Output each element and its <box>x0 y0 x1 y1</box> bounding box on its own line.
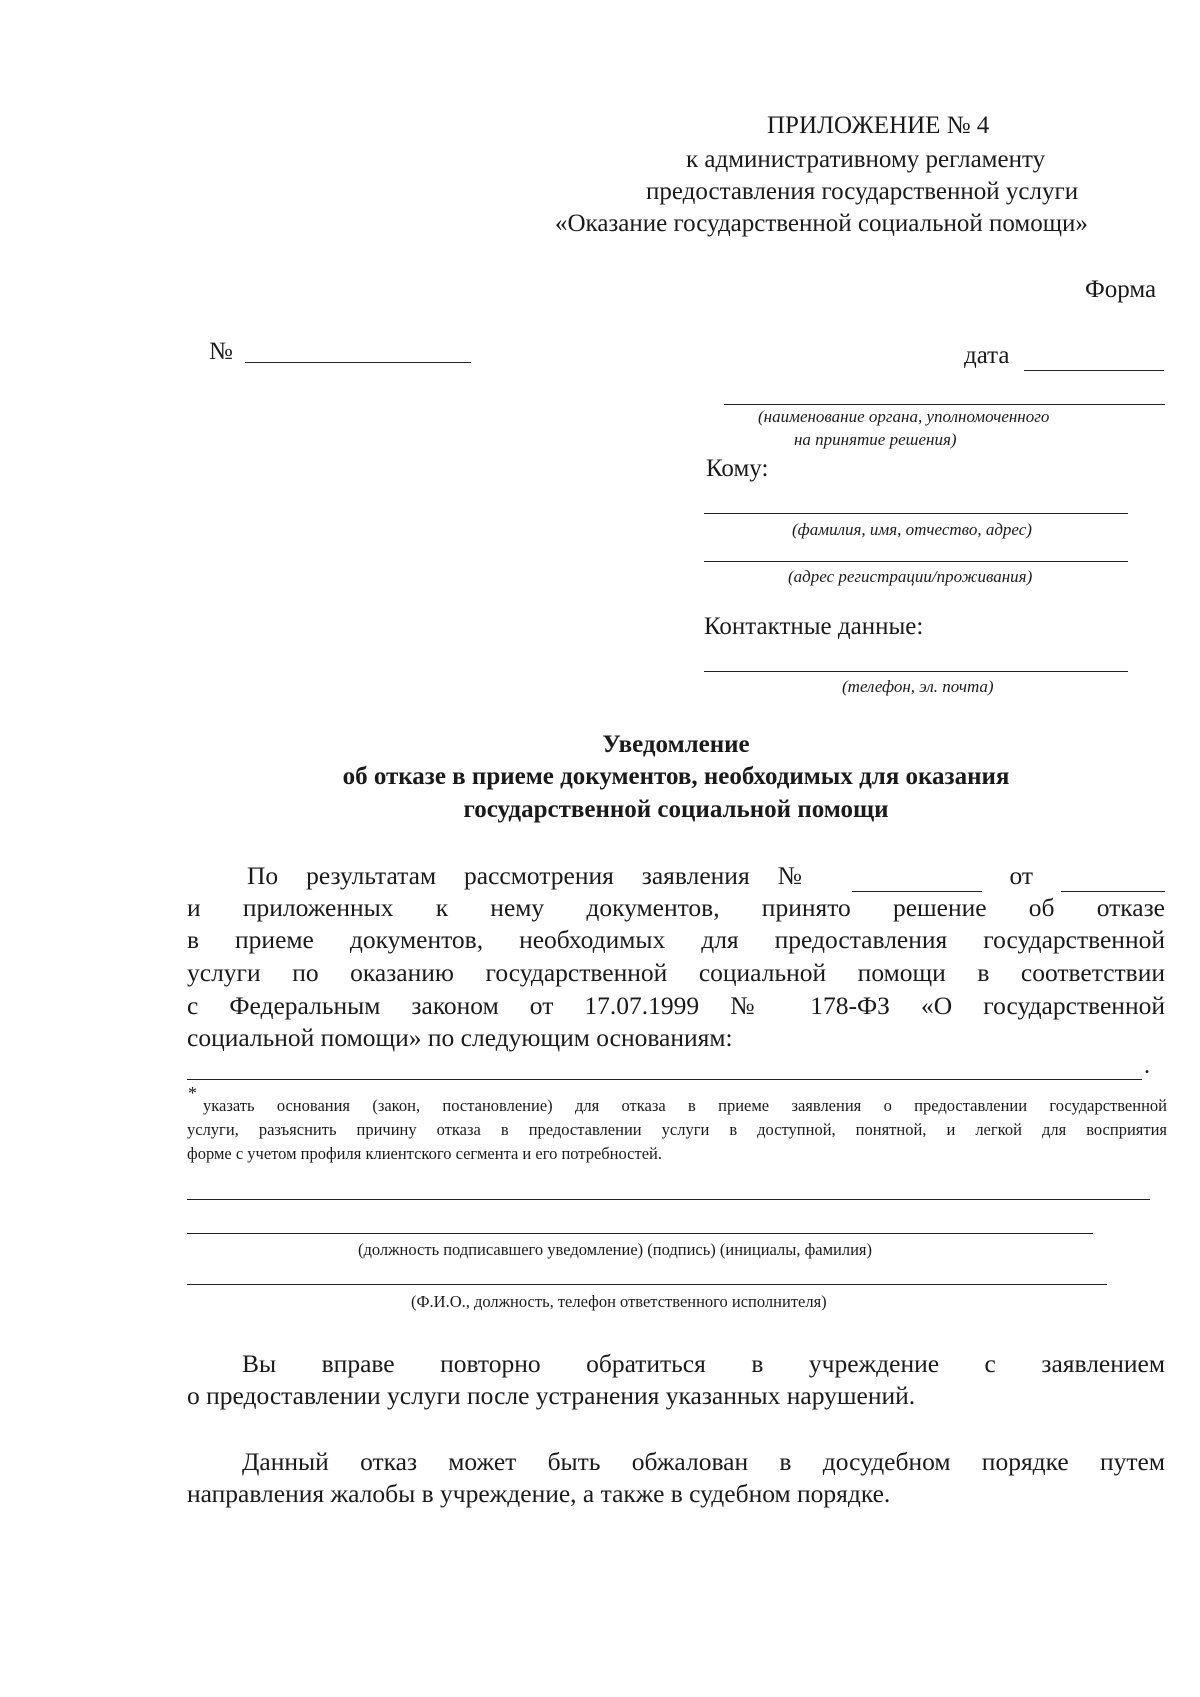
paragraph-2-line-2: о предоставлении услуги после устранения указанных нарушений. <box>187 1381 916 1410</box>
number-label: № <box>209 338 233 365</box>
recipient-name-caption: (фамилия, имя, отчество, адрес) <box>792 520 1032 539</box>
notice-title: Уведомление <box>602 731 750 758</box>
footnote-line-1: указать основания (закон, постановление) для отказа в приеме заявления о предоставлении государственной <box>203 1096 1167 1115</box>
executor-caption: (Ф.И.О., должность, телефон ответственного исполнителя) <box>411 1292 827 1311</box>
contacts-label: Контактные данные: <box>704 613 924 640</box>
footnote-marker: * <box>188 1083 197 1103</box>
form-label: Форма <box>1085 276 1157 303</box>
signature-line-2 <box>187 1233 1093 1234</box>
recipient-name-line <box>704 513 1128 514</box>
paragraph-1-line-4: услуги по оказанию государственной социальной помощи в соответствии <box>187 958 1165 987</box>
paragraph-1-line-6: социальной помощи» по следующим основаниям: <box>187 1023 733 1052</box>
paragraph-1-line-1 <box>187 861 1165 892</box>
contacts-caption: (телефон, эл. почта) <box>842 677 994 696</box>
footnote-line-2: услуги, разъяснить причину отказа в предоставлении услуги в доступной, понятной, и легкой для восприятия <box>187 1120 1167 1139</box>
header-line-regulation: к административному регламенту <box>686 146 1046 173</box>
paragraph-3-line-2: направления жалобы в учреждение, а также в судебном порядке. <box>187 1479 891 1508</box>
number-field-line <box>245 362 471 363</box>
header-line-service: предоставления государственной услуги <box>646 178 1079 205</box>
paragraph-1-line-3: в приеме документов, необходимых для предоставления государственной <box>187 925 1165 954</box>
notice-subtitle-1: об отказе в приеме документов, необходимых для оказания <box>342 763 1010 790</box>
recipient-address-caption: (адрес регистрации/проживания) <box>788 567 1033 586</box>
organ-caption-1: (наименование органа, уполномоченного <box>758 407 1050 426</box>
signer-caption: (должность подписавшего уведомление) (подпись) (инициалы, фамилия) <box>358 1240 873 1259</box>
appendix-title: ПРИЛОЖЕНИЕ № 4 <box>767 112 990 139</box>
executor-line <box>187 1284 1107 1285</box>
reasons-end-mark: . <box>1144 1053 1150 1079</box>
notice-subtitle-2: государственной социальной помощи <box>463 796 889 823</box>
footnote <box>187 1094 1167 1166</box>
date-field-line <box>1024 370 1164 371</box>
application-date-label: от <box>1009 861 1034 890</box>
paragraph-1-line-2: и приложенных к нему документов, принято решение об отказе <box>187 893 1165 922</box>
contacts-field-line <box>704 671 1128 672</box>
reasons-field-line <box>187 1079 1142 1080</box>
footnote-line-3: форме с учетом профиля клиентского сегмента и его потребностей. <box>187 1144 662 1163</box>
signature-line-1 <box>187 1199 1150 1200</box>
application-number-field <box>852 861 982 892</box>
application-number-lead: По результатам рассмотрения заявления № <box>247 861 824 890</box>
recipient-address-line <box>704 561 1128 562</box>
application-date-field <box>1061 861 1165 892</box>
header-line-service-name: «Оказание государственной социальной помощи» <box>555 210 1088 237</box>
paragraph-3-line-1: Данный отказ может быть обжалован в досудебном порядке путем <box>242 1447 1165 1476</box>
paragraph-2-line-1: Вы вправе повторно обратиться в учреждение с заявлением <box>242 1349 1165 1378</box>
paragraph-1-line-5: с Федеральным законом от 17.07.1999 № 178-ФЗ «О государственной <box>187 991 1165 1020</box>
organ-field-line <box>724 404 1165 405</box>
to-label: Кому: <box>706 455 769 482</box>
organ-caption-2: на принятие решения) <box>794 430 957 449</box>
date-label: дата <box>964 342 1010 369</box>
